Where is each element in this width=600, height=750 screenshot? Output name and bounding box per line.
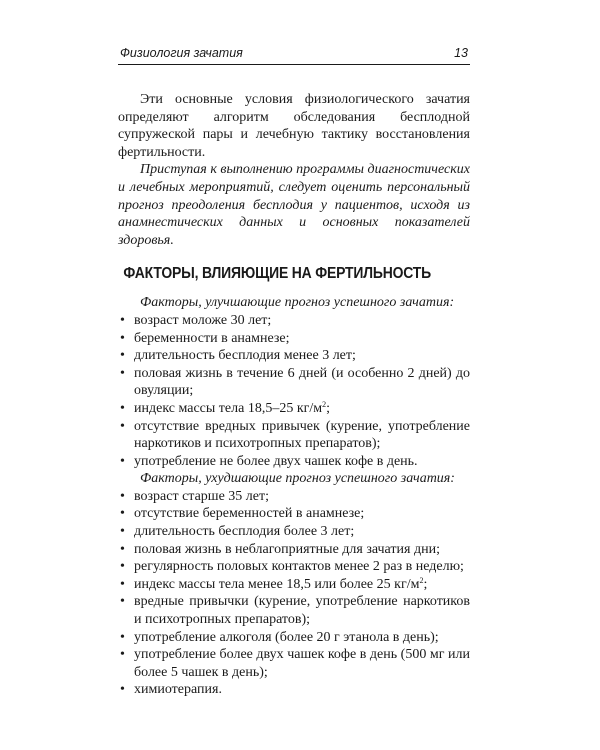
list-item [118, 576, 470, 594]
list-item-text: индекс массы тела 18,5–25 кг/м [134, 400, 323, 416]
list-item: • беременности в анамнезе; [118, 330, 470, 348]
page-number: 13 [454, 46, 468, 60]
list-item: • отсутствие беременностей в анамнезе; [118, 505, 470, 523]
superscript: 2 [419, 575, 424, 585]
list-item-end: ; [423, 576, 428, 592]
list-item [118, 400, 470, 418]
list-item: • половая жизнь в течение 6 дней (и особенно 2 дней) до овуляции; [118, 365, 470, 400]
list-item: • половая жизнь в неблагоприятные для зачатия дни; [118, 541, 470, 559]
list-item: • длительность бесплодия более 3 лет; [118, 523, 470, 541]
list-item: • отсутствие вредных привычек (курение, употребление наркотиков и психотропных препаратов); [118, 418, 470, 453]
list-item: • длительность бесплодия менее 3 лет; [118, 347, 470, 365]
superscript: 2 [322, 399, 327, 409]
running-title: Физиология зачатия [120, 46, 243, 60]
list-item: • химиотерапия. [118, 681, 470, 699]
improving-factors-list [118, 312, 470, 470]
list-item: • возраст моложе 30 лет; [118, 312, 470, 330]
page [118, 46, 470, 699]
improving-factors-title: Факторы, улучшающие прогноз успешного зачатия: [140, 295, 455, 311]
worsening-factors-list [118, 488, 470, 699]
list-item-end: ; [326, 400, 331, 416]
intro-paragraph-italic: Приступая к выполнению программы диагностических и лечебных мероприятий, следует оценить персональный прогноз преодоления бесплодия у пациентов, исходя из анамнестических данных и основных показателей здоровья. [118, 162, 470, 248]
list-item: • употребление не более двух чашек кофе в день. [118, 453, 470, 471]
intro-paragraph: Эти основные условия физиологического зачатия определяют алгоритм обследования бесплодной супружеской пары и лечебную тактику восстановления фертильности. [118, 92, 470, 160]
list-item-text: индекс массы тела менее 18,5 или более 25 кг/м [134, 576, 420, 592]
section-heading: ФАКТОРЫ, ВЛИЯЮЩИЕ НА ФЕРТИЛЬНОСТЬ [123, 265, 431, 283]
worsening-factors-title: Факторы, ухудшающие прогноз успешного зачатия: [140, 471, 455, 487]
list-item: • регулярность половых контактов менее 2 раз в неделю; [118, 558, 470, 576]
list-item: • употребление более двух чашек кофе в день (500 мг или более 5 чашек в день); [118, 646, 470, 681]
list-item: • вредные привычки (курение, употребление наркотиков и психотропных препаратов); [118, 593, 470, 628]
list-item: • употребление алкоголя (более 20 г этанола в день); [118, 629, 470, 647]
list-item: • возраст старше 35 лет; [118, 488, 470, 506]
body-text [118, 91, 470, 699]
running-header [118, 46, 470, 65]
